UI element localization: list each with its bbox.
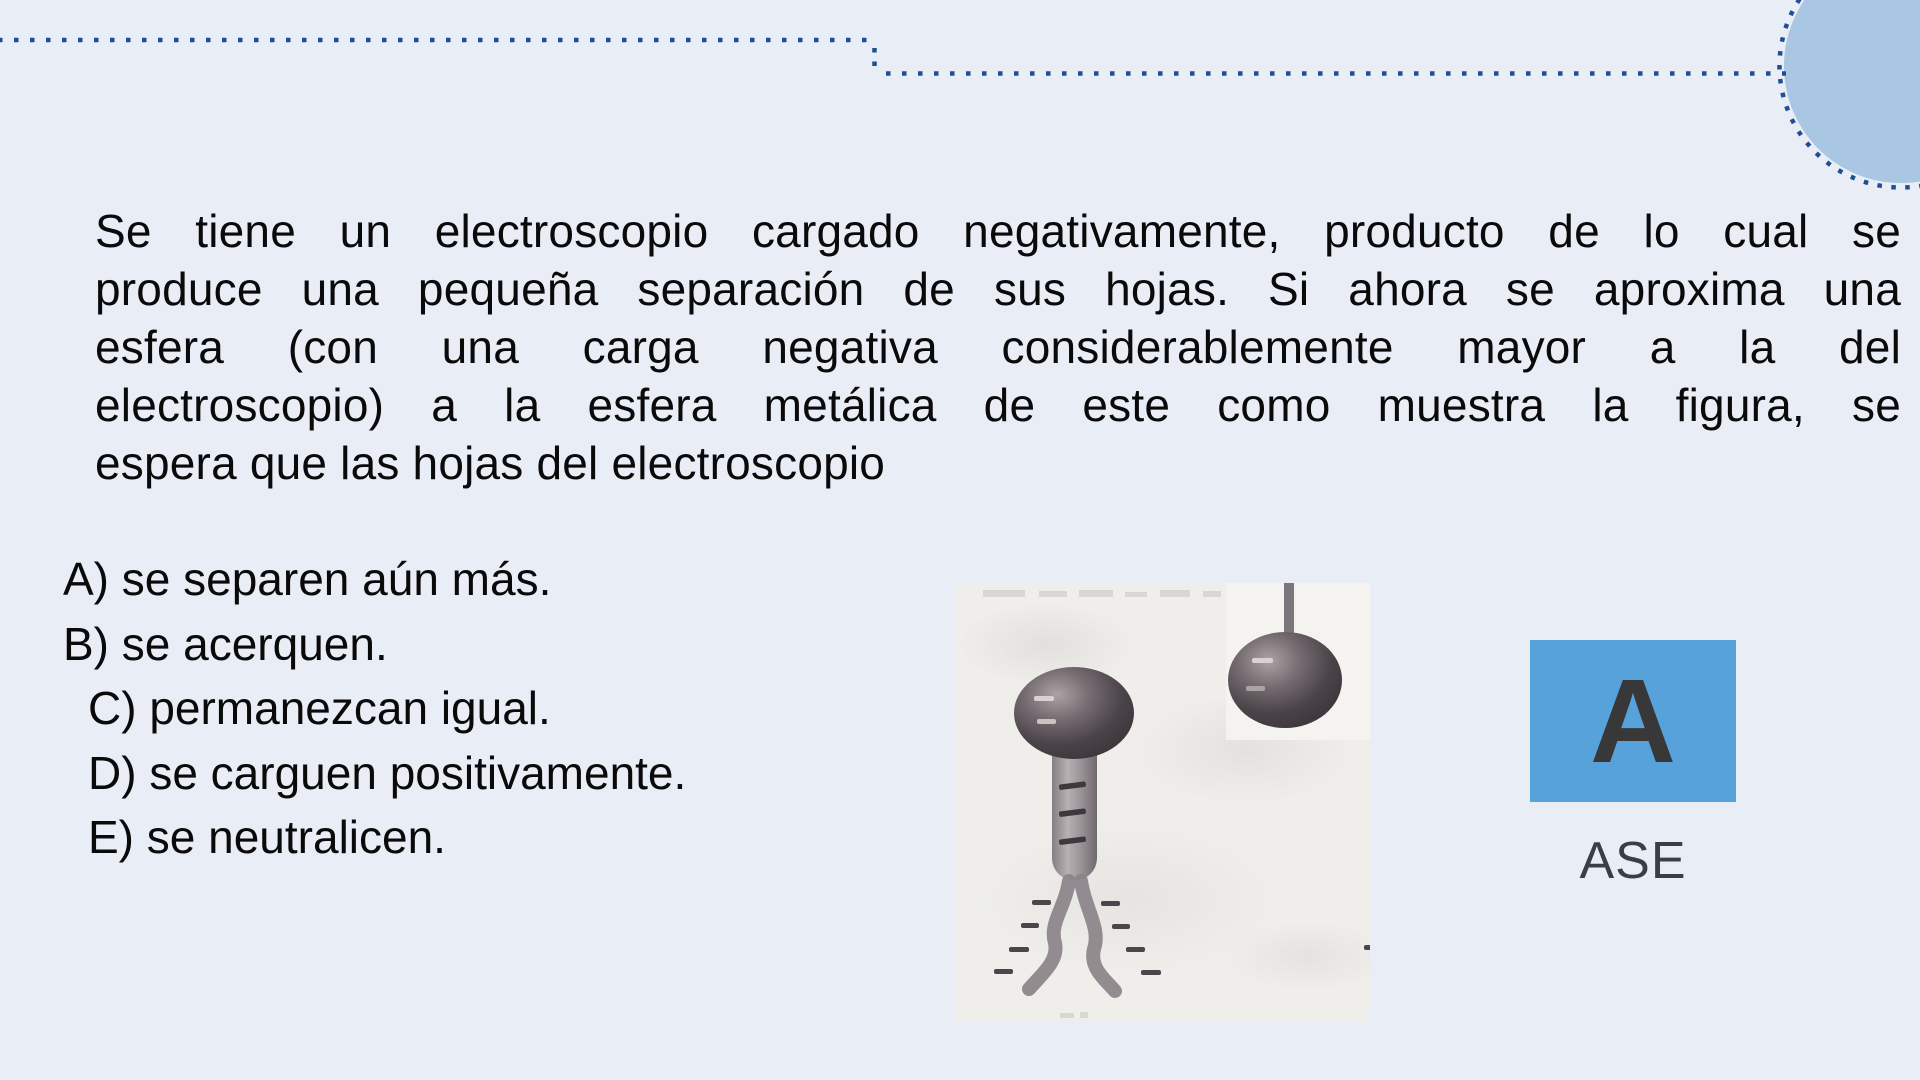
option-a: A) se separen aún más. (63, 553, 552, 605)
minus-mark (1034, 696, 1054, 701)
question-line: produce una pequeña separación de sus hojas. Si ahora se aproxima una (95, 263, 1901, 315)
option-c: C) permanezcan igual. (88, 682, 551, 734)
question-line: electroscopio) a la esfera metálica de este como muestra la figura, se (95, 379, 1901, 431)
leaf-left (1029, 881, 1069, 989)
question-line: esfera (con una carga negativa considerablemente mayor a la del (95, 321, 1901, 373)
scan-noise (983, 590, 1221, 1018)
leaf-right (1081, 881, 1115, 991)
option-e: E) se neutralicen. (88, 811, 446, 863)
option-d: D) se carguen positivamente. (88, 746, 687, 799)
corner-circle-dotted-ring (1780, 0, 1920, 188)
electroscope-leaves (1029, 881, 1115, 991)
question-text (95, 202, 1901, 492)
question-line: espera que las hojas del electroscopio (95, 437, 886, 489)
option-b: B) se acerquen. (63, 617, 388, 670)
minus-mark (1037, 719, 1056, 724)
minus-mark (1252, 658, 1273, 663)
electroscope-stem (1052, 751, 1097, 881)
answer-key-label: ASE (1579, 832, 1687, 890)
answer-key-box: A (1530, 640, 1736, 802)
electroscope-drawing (955, 583, 1370, 1022)
corner-circle (1784, 0, 1920, 183)
electroscope-sphere (1014, 667, 1134, 759)
header-decoration (0, 0, 1920, 235)
options-list (63, 547, 686, 870)
electroscope-figure (955, 583, 1370, 1022)
minus-mark (1246, 686, 1265, 691)
question-line: Se tiene un electroscopio cargado negativamente, producto de lo cual se (95, 205, 1901, 257)
charged-sphere (1228, 632, 1342, 728)
